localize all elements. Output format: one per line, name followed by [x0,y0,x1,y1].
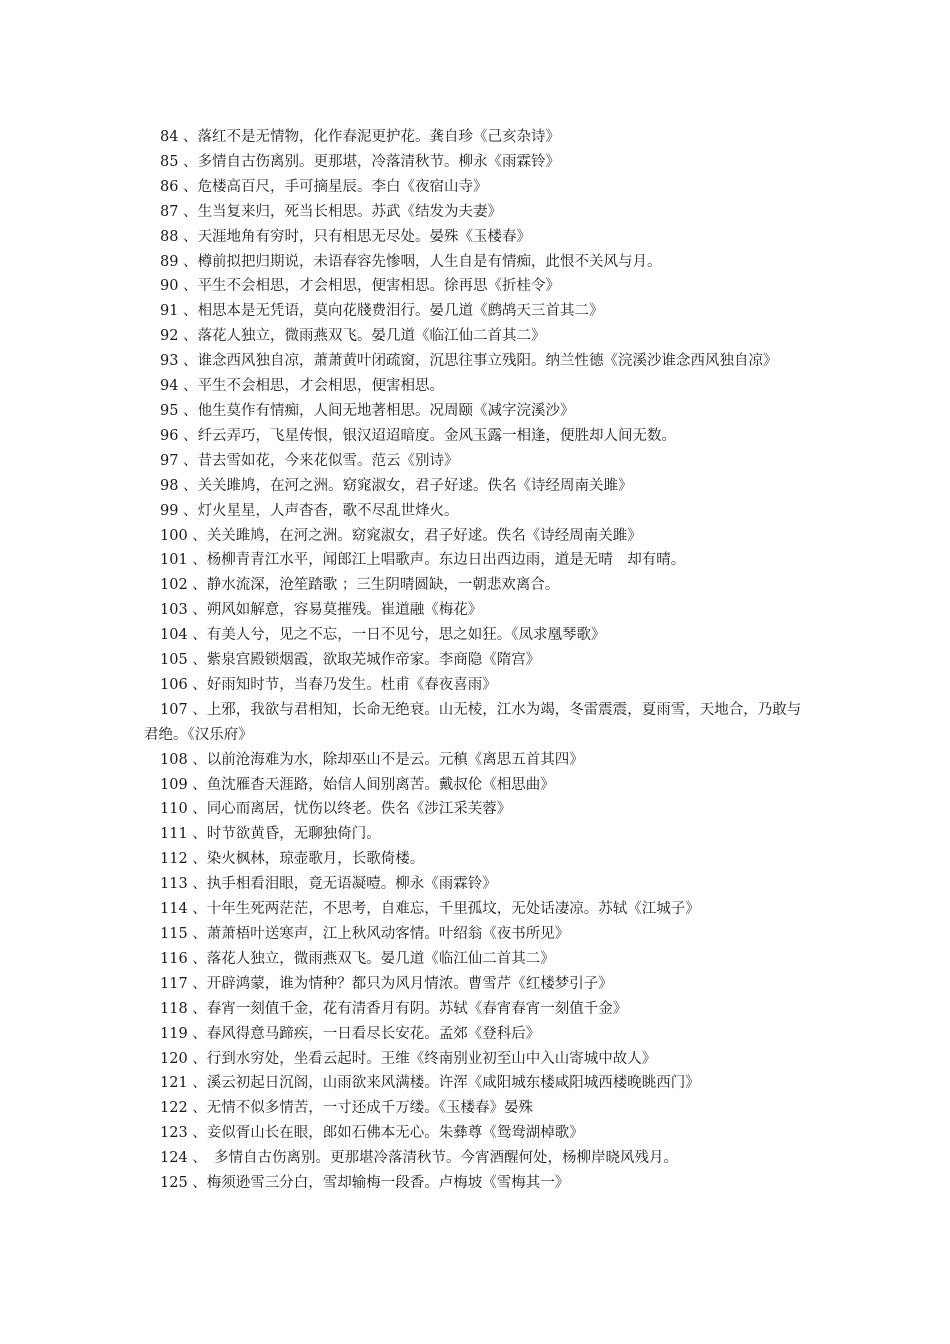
list-item: 118 、春宵一刻值千金，花有清香月有阴。苏轼《春宵春宵一刻值千金》 [160,1000,628,1017]
item-text: 天涯地角有穷时，只有相思无尽处。晏殊《玉楼春》 [197,228,532,245]
list-item: 110 、同心而离居，忧伤以终老。佚名《涉江采芙蓉》 [160,801,512,818]
item-text: 梅须逊雪三分白，雪却输梅一段香。卢梅坡《雪梅其一》 [206,1175,570,1192]
item-text: 上邪，我欲与君相知，长命无绝衰。山无棱，江水为竭，冬雷震震，夏雨雪，天地合，乃敢与君绝。《汉乐府》 [144,701,802,743]
item-text: 落红不是无情物，化作春泥更护花。龚自珍《己亥杂诗》 [197,129,561,145]
item-text: 染火枫林，琼壶歌月，长歌倚楼。 [206,851,425,868]
list-item: 96 、纤云弄巧，飞星传恨，银汉迢迢暗度。金风玉露一相逢，便胜却人间无数。 [160,427,677,444]
item-number: 119 [160,1025,188,1042]
item-number: 103 [160,602,188,619]
list-item: 124 、 多情自古伤离别。更那堪冷落清秋节。今宵酒醒何处，杨柳岸晓风残月。 [160,1150,679,1167]
item-number: 105 [160,652,188,669]
item-number: 90 [160,278,179,295]
list-item: 98 、关关雎鸠，在河之洲。窈窕淑女，君子好逑。佚名《诗经周南关雎》 [160,477,633,494]
list-item: 86 、危楼高百尺，手可摘星辰。李白《夜宿山寺》 [160,178,488,195]
item-text: 同心而离居，忧伤以终老。佚名《涉江采芙蓉》 [206,801,512,818]
item-text: 开辟鸿蒙，谁为情种？都只为风月情浓。曹雪芹《红楼梦引子》 [206,975,613,992]
item-number: 104 [160,627,188,644]
item-number: 120 [160,1050,188,1067]
list-item: 88 、天涯地角有穷时，只有相思无尽处。晏殊《玉楼春》 [160,228,532,245]
item-text: 执手相看泪眼，竟无语凝噎。柳永《雨霖铃》 [206,876,497,893]
list-item: 92 、落花人独立，微雨燕双飞。晏几道《临江仙二首其二》 [160,328,546,345]
item-text: 相思本是无凭语，莫向花牋费泪行。晏几道《鹧鸪天三首其二》 [197,303,604,320]
list-item: 125 、梅须逊雪三分白，雪却输梅一段香。卢梅坡《雪梅其一》 [160,1175,570,1192]
item-number: 100 [160,527,188,544]
list-item: 111 、时节欲黄昏，无聊独倚门。 [160,826,381,843]
item-number: 110 [160,801,188,818]
list-item: 100 、关关雎鸠，在河之洲。窈窕淑女，君子好逑。佚名《诗经周南关雎》 [160,527,642,544]
list-item: 116 、落花人独立，微雨燕双飞。晏几道《临江仙二首其二》 [160,950,555,967]
list-item: 117 、开辟鸿蒙，谁为情种？都只为风月情浓。曹雪芹《红楼梦引子》 [160,975,613,992]
item-number: 93 [160,353,179,370]
item-number: 125 [160,1175,188,1192]
list-item: 120 、行到水穷处，坐看云起时。王维《终南别业初至山中入山寄城中故人》 [160,1050,657,1067]
item-number: 87 [160,203,179,220]
list-item: 97 、昔去雪如花，今来花似雪。范云《别诗》 [160,452,459,469]
item-text: 危楼高百尺，手可摘星辰。李白《夜宿山寺》 [197,178,488,195]
item-text: 萧萧梧叶送寒声，江上秋风动客情。叶绍翁《夜书所见》 [206,926,570,942]
item-number: 109 [160,776,188,793]
list-item: 84 、落红不是无情物，化作春泥更护花。龚自珍《己亥杂诗》 [160,129,561,145]
list-item: 107 、上邪，我欲与君相知，长命无绝衰。山无棱，江水为竭，冬雷震震，夏雨雪，天地合，乃敢与君绝。《汉乐府》 [144,701,802,743]
list-item: 85 、多情自古伤离别。更那堪，冷落清秋节。柳永《雨霖铃》 [160,153,561,170]
list-item: 99 、灯火星星，人声杳杳，歌不尽乱世烽火。 [160,502,459,519]
item-number: 94 [160,378,179,395]
list-item: 112 、染火枫林，琼壶歌月，长歌倚楼。 [160,851,425,868]
item-text: 平生不会相思，才会相思，便害相思。徐再思《折桂令》 [197,278,561,295]
list-item: 119 、春风得意马蹄疾，一日看尽长安花。孟郊《登科后》 [160,1025,541,1042]
item-number: 89 [160,253,179,270]
item-text: 有美人兮，见之不忘，一日不见兮，思之如狂。《凤求凰琴歌》 [206,627,606,644]
item-text: 溪云初起日沉阁，山雨欲来风满楼。许浑《咸阳城东楼咸阳城西楼晚眺西门》 [206,1075,700,1092]
item-text: 平生不会相思，才会相思，便害相思。 [197,378,445,395]
item-text: 谁念西风独自凉，萧萧黄叶闭疏窗，沉思往事立残阳。纳兰性德《浣溪沙谁念西风独自凉》 [197,353,778,370]
item-number: 121 [160,1075,188,1092]
item-number: 102 [160,577,188,594]
list-item: 108 、以前沧海难为水，除却巫山不是云。元稹《离思五首其四》 [160,751,584,768]
item-text: 关关雎鸠，在河之洲。窈窕淑女，君子好逑。佚名《诗经周南关雎》 [197,477,633,494]
item-number: 86 [160,178,179,195]
list-item: 94 、平生不会相思，才会相思，便害相思。 [160,378,445,395]
item-text: 杨柳青青江水平，闻郎江上唱歌声。东边日出西边雨，道是无晴 却有晴。 [206,552,686,569]
item-text: 好雨知时节，当春乃发生。杜甫《春夜喜雨》 [206,676,497,693]
list-item: 121 、溪云初起日沉阁，山雨欲来风满楼。许浑《咸阳城东楼咸阳城西楼晚眺西门》 [160,1075,700,1092]
item-number: 97 [160,452,179,469]
list-item: 102 、静水流深，沧笙踏歌 ；三生阴晴圆缺，一朝悲欢离合。 [160,577,560,594]
item-number: 84 [160,129,179,145]
item-number: 108 [160,751,188,768]
item-text: 多情自古伤离别。更那堪冷落清秋节。今宵酒醒何处，杨柳岸晓风残月。 [199,1150,679,1167]
item-text: 十年生死两茫茫，不思考，自难忘，千里孤坟，无处话凄凉。苏轼《江城子》 [206,901,700,918]
item-number: 92 [160,328,179,345]
item-number: 115 [160,926,188,942]
list-item: 105 、紫泉宫殿锁烟霞，欲取芜城作帝家。李商隐《隋宫》 [160,652,541,669]
item-text: 静水流深，沧笙踏歌 ；三生阴晴圆缺，一朝悲欢离合。 [206,577,560,594]
item-number: 98 [160,477,179,494]
list-item: 109 、鱼沈雁杳天涯路，始信人间别离苦。戴叔伦《相思曲》 [160,776,555,793]
item-text: 以前沧海难为水，除却巫山不是云。元稹《离思五首其四》 [206,751,584,768]
list-item: 87 、生当复来归，死当长相思。苏武《结发为夫妻》 [160,203,503,220]
item-text: 时节欲黄昏，无聊独倚门。 [206,826,381,843]
item-text: 春宵一刻值千金，花有清香月有阴。苏轼《春宵春宵一刻值千金》 [206,1000,628,1017]
item-number: 116 [160,950,188,967]
item-text: 生当复来归，死当长相思。苏武《结发为夫妻》 [197,203,503,220]
item-number: 101 [160,552,188,569]
list-item: 123 、妾似胥山长在眼，郎如石佛本无心。朱彝尊《鸳鸯湖棹歌》 [160,1125,584,1142]
list-item: 103 、朔风如解意，容易莫摧残。崔道融《梅花》 [160,602,483,619]
item-number: 118 [160,1000,188,1017]
item-number: 85 [160,153,179,170]
item-text: 关关雎鸠，在河之洲。窈窕淑女，君子好逑。佚名《诗经周南关雎》 [206,527,642,544]
list-item: 89 、樽前拟把归期说，未语春容先惨咽，人生自是有情痴，此恨不关风与月。 [160,253,662,270]
list-item: 113 、执手相看泪眼，竟无语凝噎。柳永《雨霖铃》 [160,876,497,893]
item-number: 96 [160,427,179,444]
item-text: 他生莫作有情痴，人间无地著相思。况周颐《减字浣溪沙》 [197,402,575,419]
item-text: 昔去雪如花，今来花似雪。范云《别诗》 [197,452,459,469]
item-text: 妾似胥山长在眼，郎如石佛本无心。朱彝尊《鸳鸯湖棹歌》 [206,1125,584,1142]
list-item: 95 、他生莫作有情痴，人间无地著相思。况周颐《减字浣溪沙》 [160,402,575,419]
item-text: 落花人独立，微雨燕双飞。晏几道《临江仙二首其二》 [206,950,555,967]
item-number: 113 [160,876,188,893]
list-item: 104 、有美人兮，见之不忘，一日不见兮，思之如狂。《凤求凰琴歌》 [160,627,606,644]
item-number: 117 [160,975,188,992]
item-text: 落花人独立，微雨燕双飞。晏几道《临江仙二首其二》 [197,328,546,345]
item-number: 114 [160,901,188,918]
list-item: 115 、萧萧梧叶送寒声，江上秋风动客情。叶绍翁《夜书所见》 [160,926,570,942]
item-text: 行到水穷处，坐看云起时。王维《终南别业初至山中入山寄城中故人》 [206,1050,657,1067]
item-number: 88 [160,228,179,245]
item-number: 112 [160,851,188,868]
item-number: 95 [160,402,179,419]
item-number: 123 [160,1125,188,1142]
list-item: 90 、平生不会相思，才会相思，便害相思。徐再思《折桂令》 [160,278,561,295]
list-item: 122 、无情不似多情苦，一寸还成千万缕。《玉楼春》晏殊 [160,1100,534,1117]
list-item: 91 、相思本是无凭语，莫向花牋费泪行。晏几道《鹧鸪天三首其二》 [160,303,604,320]
list-item: 93 、谁念西风独自凉，萧萧黄叶闭疏窗，沉思往事立残阳。纳兰性德《浣溪沙谁念西风独自凉》 [160,353,778,370]
item-number: 122 [160,1100,188,1117]
item-text: 紫泉宫殿锁烟霞，欲取芜城作帝家。李商隐《隋宫》 [206,652,541,669]
item-number: 106 [160,676,188,693]
item-text: 无情不似多情苦，一寸还成千万缕。《玉楼春》晏殊 [206,1100,534,1117]
item-text: 樽前拟把归期说，未语春容先惨咽，人生自是有情痴，此恨不关风与月。 [197,253,662,270]
list-item: 106 、好雨知时节，当春乃发生。杜甫《春夜喜雨》 [160,676,497,693]
item-number: 99 [160,502,179,519]
item-text: 多情自古伤离别。更那堪，冷落清秋节。柳永《雨霖铃》 [197,153,561,170]
item-text: 鱼沈雁杳天涯路，始信人间别离苦。戴叔伦《相思曲》 [206,776,555,793]
list-item: 101 、杨柳青青江水平，闻郎江上唱歌声。东边日出西边雨，道是无晴 却有晴。 [160,552,686,569]
item-text: 纤云弄巧，飞星传恨，银汉迢迢暗度。金风玉露一相逢，便胜却人间无数。 [197,427,677,444]
item-text: 朔风如解意，容易莫摧残。崔道融《梅花》 [206,602,483,619]
item-text: 灯火星星，人声杳杳，歌不尽乱世烽火。 [197,502,459,519]
item-number: 91 [160,303,179,320]
list-item: 114 、十年生死两茫茫，不思考，自难忘，千里孤坟，无处话凄凉。苏轼《江城子》 [160,901,700,918]
item-number: 107 [160,701,188,718]
item-text: 春风得意马蹄疾，一日看尽长安花。孟郊《登科后》 [206,1025,541,1042]
item-number: 124 [160,1150,188,1167]
poem-list [144,125,812,1196]
item-number: 111 [160,826,188,843]
